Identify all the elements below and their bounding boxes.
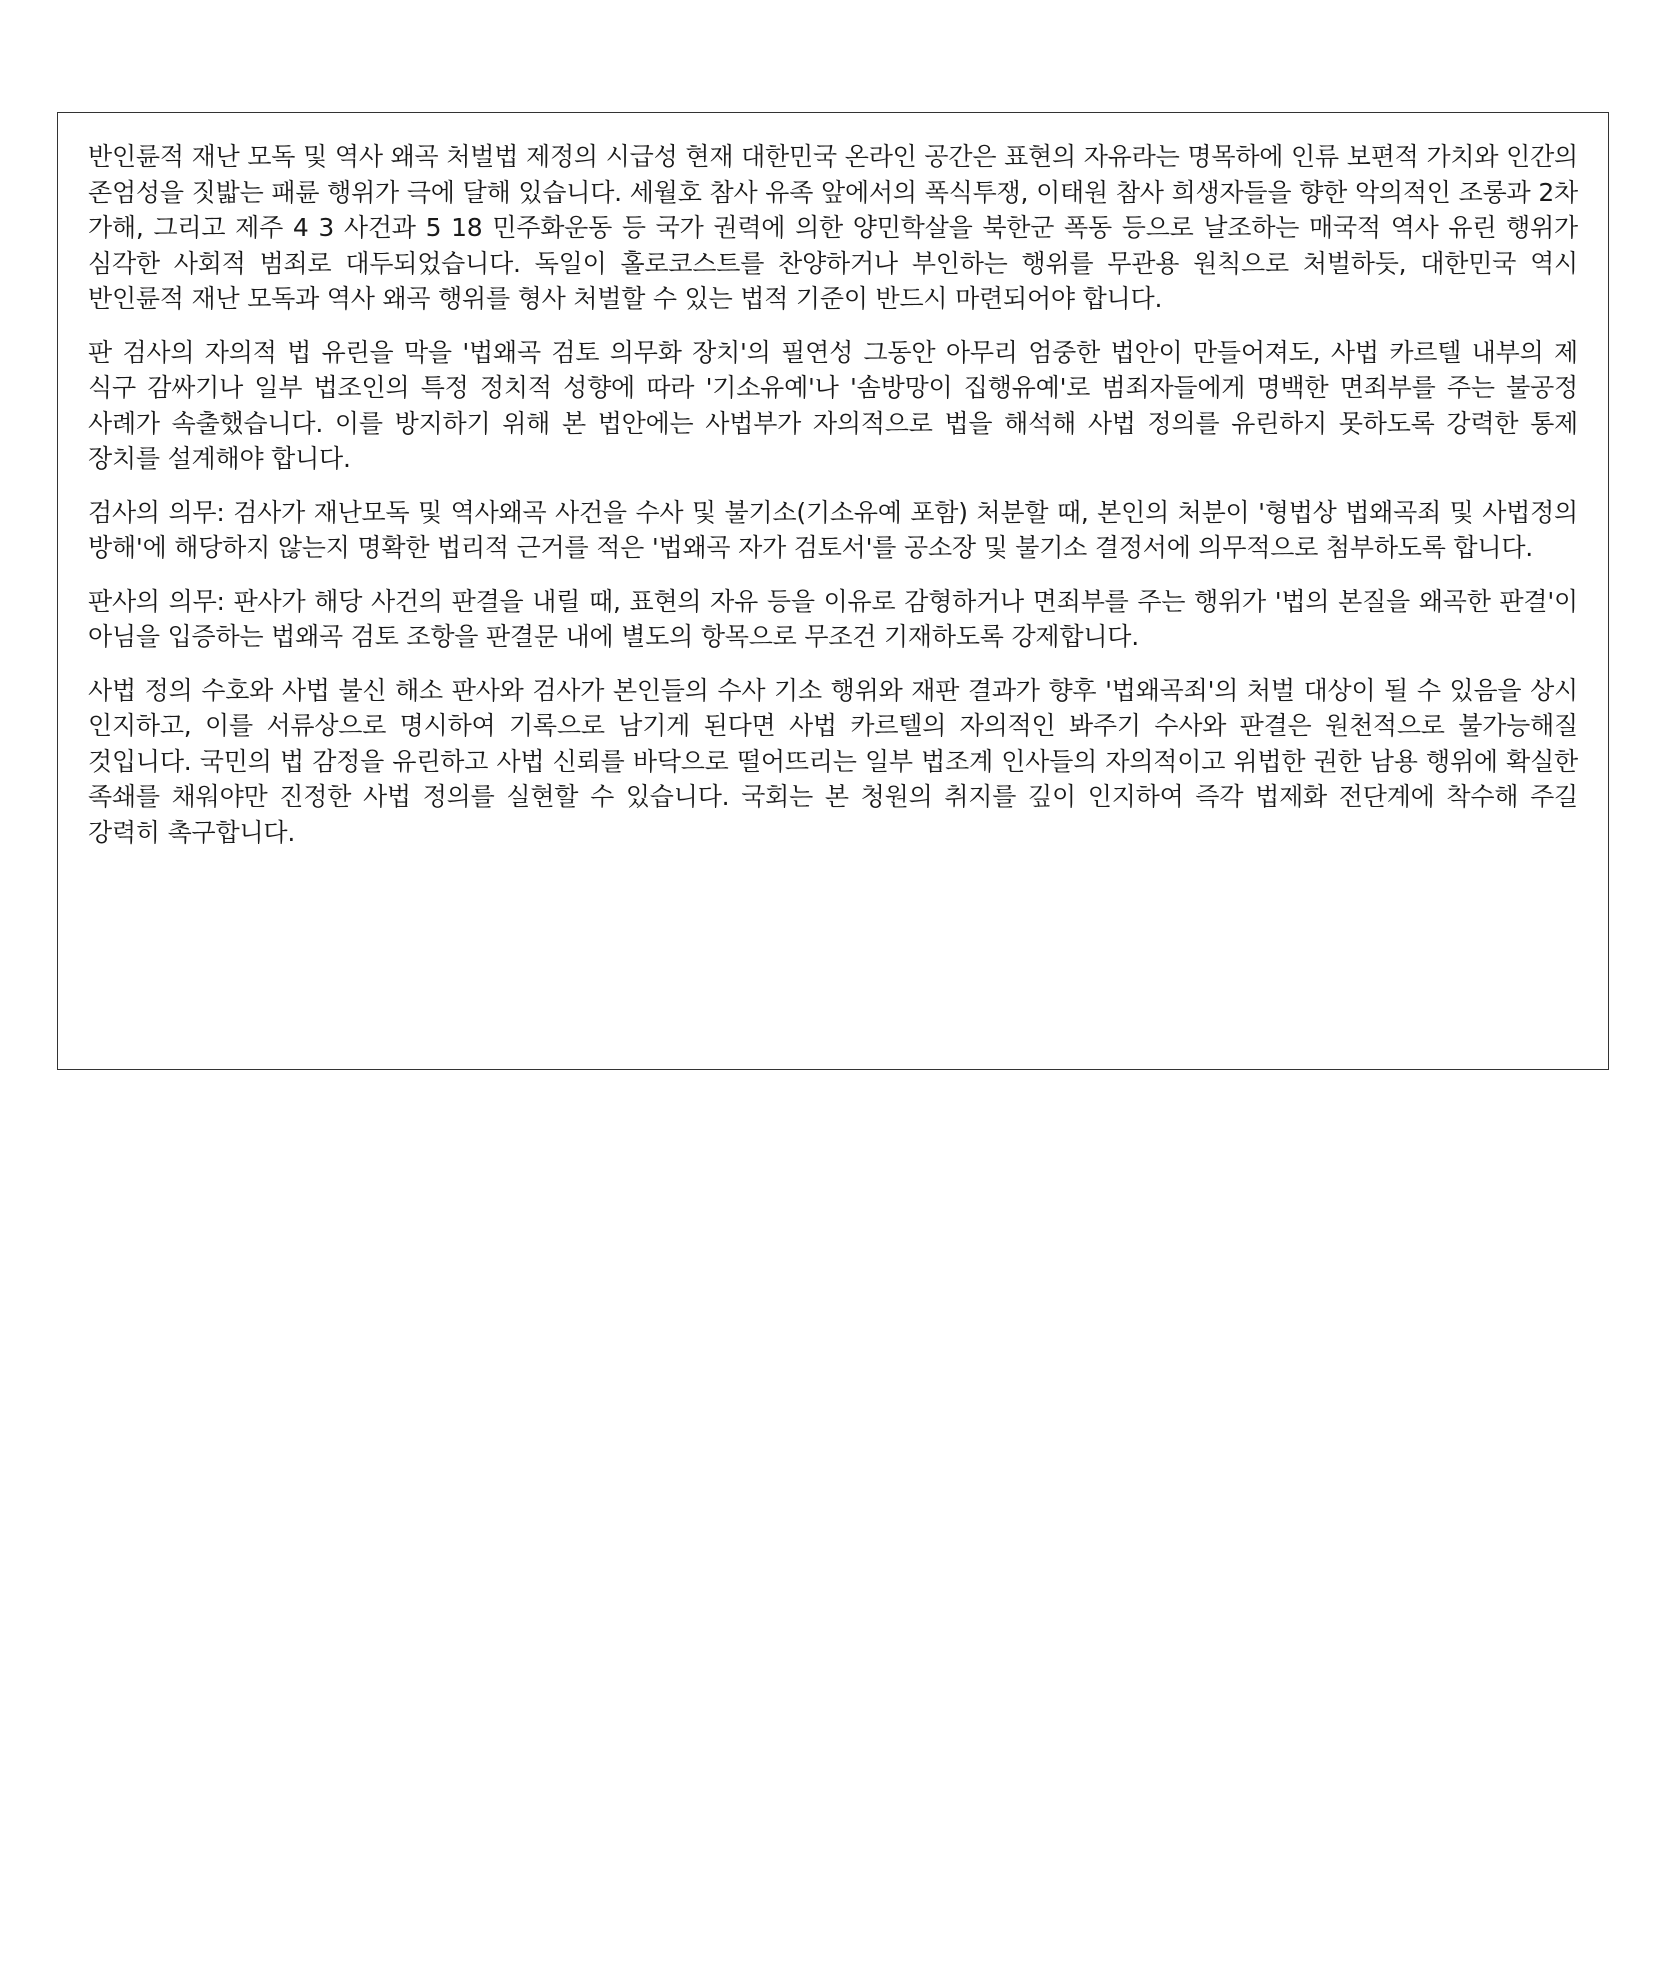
paragraph-prosecutor-duty: 검사의 의무: 검사가 재난모독 및 역사왜곡 사건을 수사 및 불기소(기소유예 포함) 처분할 때, 본인의 처분이 '형법상 법왜곡죄 및 사법정의 방해'에 해당하지 않는지 명확한 법리적 근거를 적은 '법왜곡 자가 검토서'를 공소장 및 불기소 결정서에 의무적으로 첨부하도록 합니다. <box>88 497 1578 562</box>
paragraph-disaster-history-law: 반인륜적 재난 모독 및 역사 왜곡 처벌법 제정의 시급성 현재 대한민국 온라인 공간은 표현의 자유라는 명목하에 인류 보편적 가치와 인간의 존엄성을 짓밟는 패륜 행위가 극에 달해 있습니다. 세월호 참사 유족 앞에서의 폭식투쟁, 이태원 참사 희생자들을 향한 악의적인 조롱과 2차 가해, 그리고 제주 4 3 사건과 5 18 민주화운동 등 국가 권력에 의한 양민학살을 북한군 폭동 등으로 날조하는 매국적 역사 유린 행위가 심각한 사회적 범죄로 대두되었습니다. 독일이 홀로코스트를 찬양하거나 부인하는 행위를 무관용 원칙으로 처벌하듯, 대한민국 역시 반인륜적 재난 모독과 역사 왜곡 행위를 형사 처벌할 수 있는 법적 기준이 반드시 마련되어야 합니다. <box>88 142 1578 313</box>
paragraph-judge-duty: 판사의 의무: 판사가 해당 사건의 판결을 내릴 때, 표현의 자유 등을 이유로 감형하거나 면죄부를 주는 행위가 '법의 본질을 왜곡한 판결'이 아님을 입증하는 법왜곡 검토 조항을 판결문 내에 별도의 항목으로 무조건 기재하도록 강제합니다. <box>88 586 1578 651</box>
document-box <box>57 112 1609 1070</box>
paragraph-law-distortion-review: 판 검사의 자의적 법 유린을 막을 '법왜곡 검토 의무화 장치'의 필연성 그동안 아무리 엄중한 법안이 만들어져도, 사법 카르텔 내부의 제 식구 감싸기나 일부 법조인의 특정 정치적 성향에 따라 '기소유예'나 '솜방망이 집행유예'로 범죄자들에게 명백한 면죄부를 주는 불공정 사례가 속출했습니다. 이를 방지하기 위해 본 법안에는 사법부가 자의적으로 법을 해석해 사법 정의를 유린하지 못하도록 강력한 통제 장치를 설계해야 합니다. <box>88 337 1578 473</box>
paragraph-judicial-justice: 사법 정의 수호와 사법 불신 해소 판사와 검사가 본인들의 수사 기소 행위와 재판 결과가 향후 '법왜곡죄'의 처벌 대상이 될 수 있음을 상시 인지하고, 이를 서류상으로 명시하여 기록으로 남기게 된다면 사법 카르텔의 자의적인 봐주기 수사와 판결은 원천적으로 불가능해질 것입니다. 국민의 법 감정을 유린하고 사법 신뢰를 바닥으로 떨어뜨리는 일부 법조계 인사들의 자의적이고 위법한 권한 남용 행위에 확실한 족쇄를 채워야만 진정한 사법 정의를 실현할 수 있습니다. 국회는 본 청원의 취지를 깊이 인지하여 즉각 법제화 전단계에 착수해 주길 강력히 촉구합니다. <box>88 675 1578 847</box>
